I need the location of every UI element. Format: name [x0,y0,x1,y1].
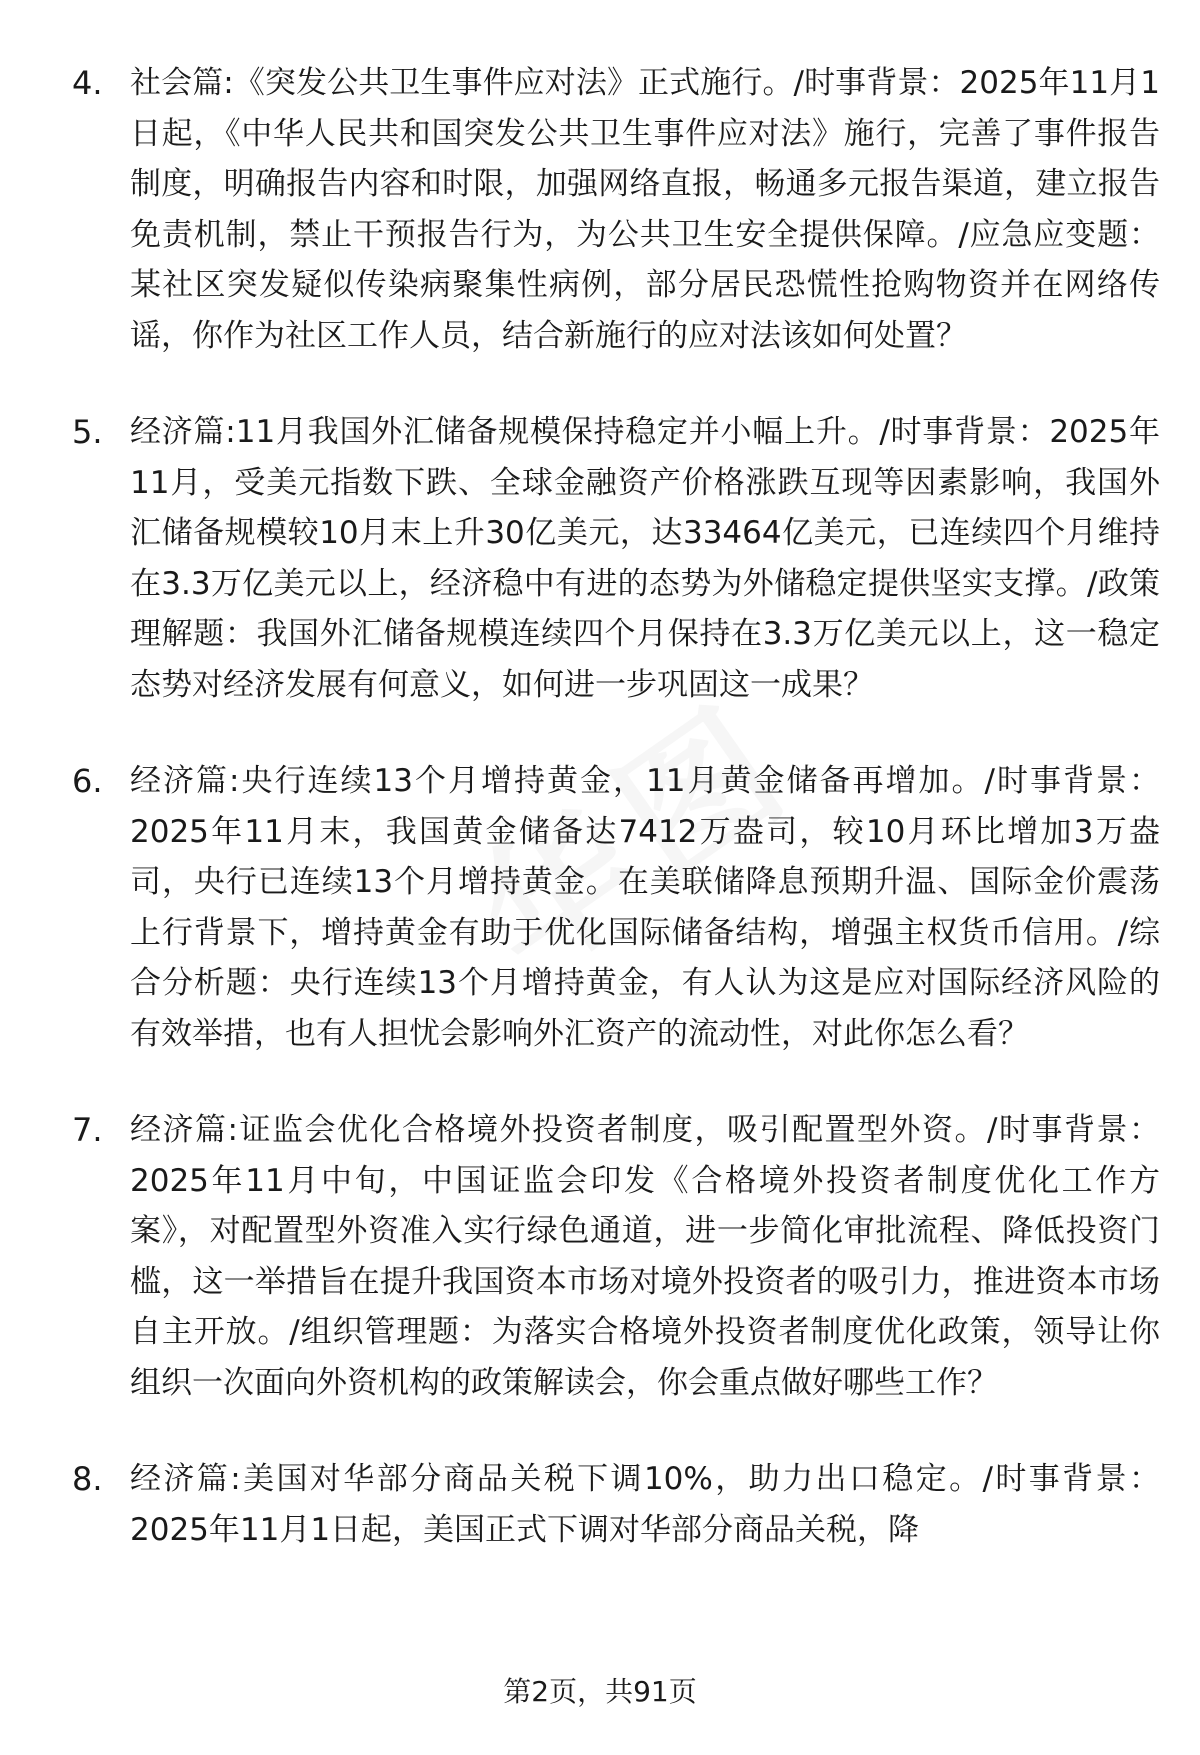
item-number: 4. [72,64,103,102]
item-text: 经济篇:证监会优化合格境外投资者制度，吸引配置型外资。/时事背景：2025年11月中旬，中国证监会印发《合格境外投资者制度优化工作方案》，对配置型外资准入实行绿色通道，进一步简化审批流程、降低投资门槛，这一举措旨在提升我国资本市场对境外投资者的吸引力，推进资本市场自主开放。/组织管理题：为落实合格境外投资者制度优化政策，领导让你组织一次面向外资机构的政策解读会，你会重点做好哪些工作？ [130,1112,1160,1401]
list-item [0,1454,1200,1555]
page-footer: 第2页，共91页 [503,1675,697,1708]
list-item [0,1105,1200,1408]
item-number: 6. [72,762,103,800]
item-number: 5. [72,413,103,451]
list-item [0,407,1200,710]
item-text: 经济篇:美国对华部分商品关税下调10%，助力出口稳定。/时事背景：2025年11月1日起，美国正式下调对华部分商品关税，降 [130,1461,1160,1548]
item-text: 经济篇:11月我国外汇储备规模保持稳定并小幅上升。/时事背景：2025年11月，受美元指数下跌、全球金融资产价格涨跌互现等因素影响，我国外汇储备规模较10月末上升30亿美元，达33464亿美元，已连续四个月维持在3.3万亿美元以上，经济稳中有进的态势为外储稳定提供坚实支撑。/政策理解题：我国外汇储备规模连续四个月保持在3.3万亿美元以上，这一稳定态势对经济发展有何意义，如何进一步巩固这一成果？ [130,414,1160,703]
item-text: 社会篇:《突发公共卫生事件应对法》正式施行。/时事背景：2025年11月1日起，《中华人民共和国突发公共卫生事件应对法》施行，完善了事件报告制度，明确报告内容和时限，加强网络直报，畅通多元报告渠道，建立报告免责机制，禁止干预报告行为，为公共卫生安全提供保障。/应急应变题：某社区突发疑似传染病聚集性病例，部分居民恐慌性抢购物资并在网络传谣，你作为社区工作人员，结合新施行的应对法该如何处置？ [130,65,1160,354]
list-item [0,58,1200,361]
item-number: 8. [72,1460,103,1498]
question-list [0,58,1200,1601]
item-number: 7. [72,1111,103,1149]
list-item [0,756,1200,1059]
item-text: 经济篇:央行连续13个月增持黄金，11月黄金储备再增加。/时事背景：2025年11月末，我国黄金储备达7412万盎司，较10月环比增加3万盎司，央行已连续13个月增持黄金。在美联储降息预期升温、国际金价震荡上行背景下，增持黄金有助于优化国际储备结构，增强主权货币信用。/综合分析题：央行连续13个月增持黄金，有人认为这是应对国际经济风险的有效举措，也有人担忧会影响外汇资产的流动性，对此你怎么看？ [130,763,1160,1052]
